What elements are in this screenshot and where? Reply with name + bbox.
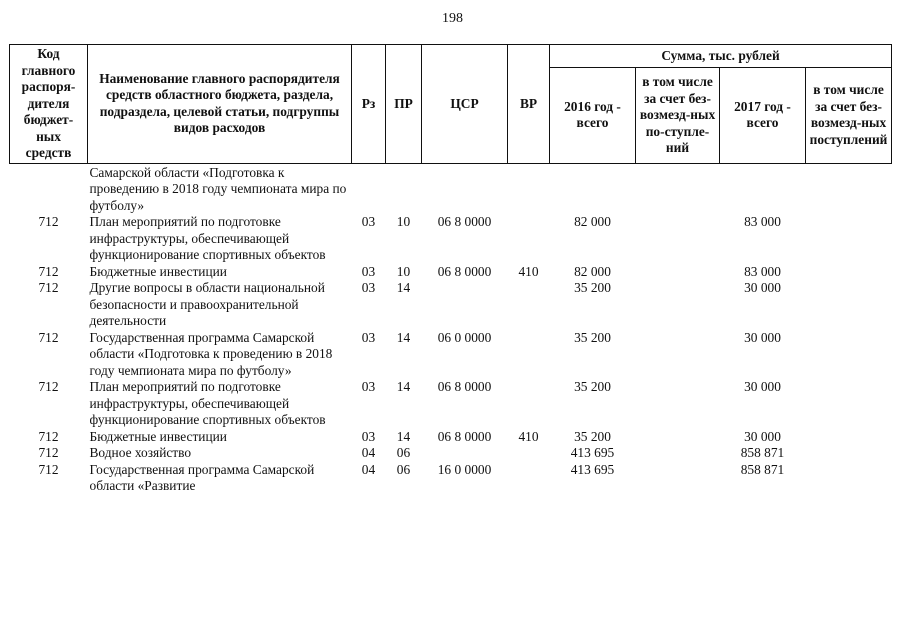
table-row: [10, 264, 892, 281]
cell-sum-2016-free: [636, 163, 720, 214]
cell-code: 712: [38, 214, 59, 229]
cell-sum-2016: 35 200: [574, 280, 611, 295]
cell-code: 712: [38, 280, 59, 295]
cell-rz: 03: [361, 329, 376, 345]
table-header: [10, 45, 892, 164]
header-name: Наименование главного распорядителя средств областного бюджета, раздела, подраздела, целевой статьи, подгруппы видов расходов: [88, 45, 352, 164]
cell-code: 712: [38, 263, 59, 279]
header-csr: ЦСР: [422, 45, 508, 164]
cell-name: План мероприятий по подготовке инфраструктуры, обеспечивающей функционирование спортивных объектов: [89, 214, 326, 262]
cell-sum-2016: 35 200: [574, 379, 611, 394]
table-row: [10, 462, 892, 495]
cell-vr: 410: [518, 263, 539, 279]
header-2017-free: в том числе за счет без-возмезд-ных поступлений: [806, 68, 892, 164]
cell-vr: [508, 445, 550, 462]
cell-sum-2017: 858 871: [740, 445, 785, 460]
cell-sum-2017: 858 871: [740, 461, 785, 477]
cell-pr: [386, 163, 422, 214]
header-2016-free: в том числе за счет без-возмезд-ных по-ступле-ний: [636, 68, 720, 164]
cell-vr: [508, 163, 550, 214]
cell-sum-2017: 30 000: [744, 379, 781, 394]
cell-pr: 06: [396, 445, 411, 460]
cell-sum-2017: 83 000: [744, 214, 781, 229]
cell-sum-2016-free: [636, 445, 720, 462]
cell-sum-2017-free: [806, 379, 892, 429]
cell-csr: 06 8 0000: [437, 379, 492, 394]
table-row: [10, 214, 892, 264]
cell-sum-2016-free: [636, 214, 720, 264]
cell-sum-2017-free: [806, 462, 892, 495]
cell-pr: 10: [396, 263, 411, 279]
cell-sum-2016: 35 200: [574, 329, 611, 345]
cell-sum-2016-free: [636, 429, 720, 446]
cell-sum-2016-free: [636, 330, 720, 380]
cell-pr: 14: [396, 329, 411, 345]
cell-rz: 04: [361, 445, 376, 460]
table-row: [10, 330, 892, 380]
cell-vr: [508, 330, 550, 380]
cell-code: 712: [38, 329, 59, 345]
cell-sum-2016: 82 000: [574, 263, 611, 279]
header-pr: ПР: [386, 45, 422, 164]
cell-name: Водное хозяйство: [89, 445, 192, 460]
header-rz: Рз: [352, 45, 386, 164]
cell-sum-2016: 35 200: [574, 428, 611, 444]
cell-sum-2017-free: [806, 445, 892, 462]
cell-name: Государственная программа Самарской области «Подготовка к проведению в 2018 году чемпионата мира по футболу»: [89, 329, 333, 378]
cell-sum-2016-free: [636, 264, 720, 281]
cell-name: Бюджетные инвестиции: [89, 428, 227, 444]
cell-vr: [508, 462, 550, 495]
header-code: Код главного распоря-дителя бюджет-ных средств: [10, 45, 88, 164]
cell-rz: 04: [361, 461, 376, 477]
cell-csr: 16 0 0000: [437, 461, 492, 477]
table-row: [10, 429, 892, 446]
cell-vr: 410: [518, 428, 539, 444]
cell-pr: 10: [396, 214, 411, 229]
cell-vr: [508, 280, 550, 330]
cell-rz: 03: [361, 214, 376, 229]
cell-code: 712: [38, 445, 59, 460]
cell-sum-2017-free: [806, 429, 892, 446]
cell-rz: 03: [361, 263, 376, 279]
cell-name: Бюджетные инвестиции: [89, 263, 227, 279]
cell-sum-2016-free: [636, 379, 720, 429]
cell-csr: 06 8 0000: [437, 263, 492, 279]
cell-sum-2017-free: [806, 264, 892, 281]
cell-name: Другие вопросы в области национальной безопасности и правоохранительной деятельности: [89, 280, 325, 328]
cell-name: План мероприятий по подготовке инфраструктуры, обеспечивающей функционирование спортивных объектов: [89, 379, 326, 427]
cell-sum-2016: 413 695: [570, 461, 615, 477]
cell-csr: [422, 163, 508, 214]
table-row: [10, 379, 892, 429]
cell-pr: 14: [396, 379, 411, 394]
cell-sum-2017-free: [806, 214, 892, 264]
budget-table: [9, 44, 892, 495]
cell-rz: 03: [361, 428, 376, 444]
cell-sum-2016: [550, 163, 636, 214]
cell-sum-2017: 30 000: [744, 329, 781, 345]
table-row: [10, 280, 892, 330]
cell-sum-2017-free: [806, 163, 892, 214]
cell-name: Государственная программа Самарской области «Развитие: [89, 461, 315, 493]
cell-vr: [508, 379, 550, 429]
cell-csr: 06 0 0000: [437, 329, 492, 345]
table-row: [10, 163, 892, 214]
cell-code: [10, 163, 88, 214]
cell-rz: [352, 163, 386, 214]
header-vr: ВР: [508, 45, 550, 164]
cell-name: Самарской области «Подготовка к проведению в 2018 году чемпионата мира по футболу»: [89, 164, 347, 213]
page-number: 198: [442, 11, 463, 26]
cell-csr: 06 8 0000: [437, 214, 492, 229]
cell-csr: [422, 280, 508, 330]
cell-code: 712: [38, 428, 59, 444]
header-2016-total: 2016 год - всего: [550, 68, 636, 164]
cell-sum-2016-free: [636, 462, 720, 495]
cell-code: 712: [38, 379, 59, 394]
cell-rz: 03: [361, 280, 376, 295]
cell-csr: [422, 445, 508, 462]
table-row: [10, 445, 892, 462]
cell-sum-2016-free: [636, 280, 720, 330]
table-body: [10, 163, 892, 495]
cell-code: 712: [38, 461, 59, 477]
cell-vr: [508, 214, 550, 264]
header-sum-group: Сумма, тыс. рублей: [550, 45, 892, 68]
cell-sum-2017-free: [806, 330, 892, 380]
cell-pr: 14: [396, 428, 411, 444]
cell-pr: 14: [396, 280, 411, 295]
cell-sum-2016: 413 695: [570, 445, 615, 460]
cell-sum-2016: 82 000: [574, 214, 611, 229]
header-2017-total: 2017 год - всего: [720, 68, 806, 164]
cell-sum-2017-free: [806, 280, 892, 330]
cell-sum-2017: 30 000: [744, 280, 781, 295]
cell-pr: 06: [396, 461, 411, 477]
cell-csr: 06 8 0000: [437, 428, 492, 444]
cell-rz: 03: [361, 379, 376, 394]
cell-sum-2017: [720, 163, 806, 214]
cell-sum-2017: 30 000: [744, 428, 781, 444]
cell-sum-2017: 83 000: [744, 263, 781, 279]
